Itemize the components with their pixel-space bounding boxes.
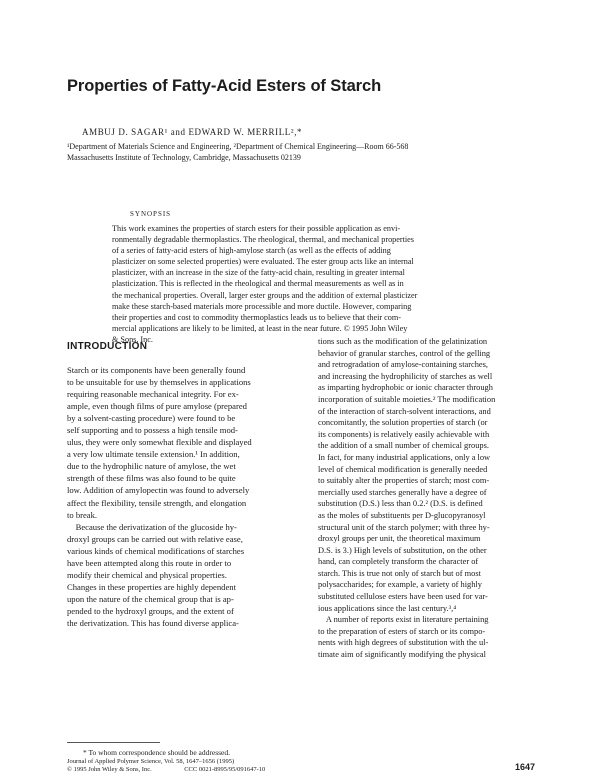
body-line: by a solvent-casting procedure) were found to be	[67, 413, 236, 424]
body-line: mercially used starches generally have a degree of	[318, 487, 487, 497]
body-line: polysaccharides; for example, a variety of highly	[318, 580, 482, 590]
synopsis-line: mercial applications are likely to be limited, at least in the near future. © 1995 John Wiley	[112, 323, 408, 333]
body-line: modify their chemical and physical properties.	[67, 569, 227, 580]
footnote	[67, 749, 317, 775]
synopsis-line: ronmentally degradable thermoplastics. The rheological, thermal, and mechanical properties	[112, 235, 414, 245]
body-line: to suitably alter the properties of starch; most com-	[318, 476, 490, 486]
body-line: as imparting hydrophobic or ionic character through	[318, 383, 493, 393]
author-list: AMBUJ D. SAGAR¹ and EDWARD W. MERRILL²,*	[82, 127, 303, 137]
synopsis-line: of a series of fatty-acid esters of high-amylose starch (as well as the effects of adding	[112, 246, 391, 256]
synopsis-line: plasticizer on some selected properties) were evaluated. The ester group acts like an internal	[112, 257, 414, 267]
body-line: hand, can completely transform the character of	[318, 557, 479, 567]
body-line: ample, even though films of pure amylose (prepared	[67, 401, 247, 412]
body-line: In fact, for many industrial applications, only a low	[318, 452, 491, 462]
body-line: requiring reasonable mechanical integrity. For ex-	[67, 389, 239, 400]
left-column	[67, 336, 307, 629]
body-line: droxyl groups per unit, the theoretical maximum	[318, 534, 481, 544]
body-line: and retrogradation of amylose-containing starches,	[318, 360, 488, 370]
body-line: pended to the hydroxyl groups, and the extent of	[67, 605, 234, 616]
body-line: Changes in these properties are highly dependent	[67, 581, 236, 592]
affiliations	[67, 141, 542, 163]
synopsis-line: the mechanical properties. Overall, larger ester groups and the addition of external plasticizer	[112, 290, 418, 300]
body-line: timate aim of significantly modifying the physical	[318, 650, 486, 660]
right-column	[318, 336, 548, 661]
synopsis-line: & Sons, Inc.	[112, 334, 153, 344]
page-number: 1647	[515, 762, 536, 772]
body-line: D.S. is 3.) High levels of substitution, on the other	[318, 545, 487, 555]
body-line: concomitantly, the solution properties of starch (or	[318, 418, 488, 428]
journal-citation: Journal of Applied Polymer Science, Vol. 58, 1647–1656 (1995)	[67, 757, 235, 765]
body-line: Starch or its components have been generally found	[67, 365, 246, 375]
body-line: droxyl groups can be carried out with relative ease,	[67, 533, 243, 544]
footnote-divider	[67, 742, 160, 743]
body-line: incorporation of suitable moieties.² The modification	[318, 394, 496, 404]
body-line: ious applications since the last century.³,⁴	[318, 603, 457, 613]
synopsis-line: their properties and cost to commodity thermoplastics leads us to believe that their com-	[112, 312, 401, 322]
body-line: substituted cellulose esters have been used for var-	[318, 592, 488, 602]
body-line: A number of reports exist in literature pertaining	[318, 615, 489, 625]
body-line: tions such as the modification of the gelatinization	[318, 337, 488, 346]
body-line: to the preparation of esters of starch or its compo-	[318, 626, 486, 636]
body-line: strength of these films was also found to be quite	[67, 473, 236, 484]
synopsis-line: This work examines the properties of starch esters for their possible application as envi-	[112, 224, 401, 233]
body-line: to break.	[67, 509, 98, 520]
body-line: structural unit of the starch polymer; with three hy-	[318, 522, 490, 532]
body-line: as the moles of substituents per D-glucopyranosyl	[318, 510, 486, 520]
body-line: the addition of a small number of chemical groups.	[318, 441, 489, 451]
body-line: various kinds of chemical modifications of starches	[67, 545, 245, 556]
body-line: self supporting and to possess a high tensile mod-	[67, 425, 238, 436]
body-line: behavior of granular starches, control of the gelling	[318, 348, 491, 358]
synopsis-line: plasticization. This is reflected in the rheological and thermal measurements as well as in	[112, 279, 404, 289]
synopsis-line: make these starch-based materials more processible and more ductile. However, comparing	[112, 301, 412, 311]
body-line: level of chemical modification is generally needed	[318, 464, 488, 474]
body-line: upon the nature of the chemical group that is ap-	[67, 593, 234, 604]
body-line: of the interaction of starch-solvent interactions, and	[318, 406, 491, 416]
body-line: affect the flexibility, tensile strength, and elongation	[67, 497, 247, 508]
paper-title: Properties of Fatty-Acid Esters of Starch	[67, 77, 382, 95]
body-line: and increasing the hydrophilicity of starches as well	[318, 371, 493, 381]
synopsis-heading: SYNOPSIS	[130, 210, 172, 218]
body-line: low. Addition of amylopectin was found to adversely	[67, 485, 250, 496]
copyright-line: © 1995 John Wiley & Sons, Inc. CCC 0021-8995/95/091647-10	[67, 766, 266, 773]
body-line: nents with high degrees of substitution with the ul-	[318, 638, 489, 648]
affiliation-line: ¹Department of Materials Science and Engineering, ²Department of Chemical Engineering—Room 66-568	[67, 142, 409, 151]
body-line: due to the hydrophilic nature of amylose, the wet	[67, 461, 236, 472]
body-line: ulus, they were only somewhat flexible and displayed	[67, 437, 252, 448]
body-line: to be unsuitable for use by themselves in applications	[67, 377, 251, 388]
introduction-heading: INTRODUCTION	[67, 341, 148, 352]
body-line: the derivatization. This has found diverse applica-	[67, 617, 239, 628]
body-line: substitution (D.S.) less than 0.2.² (D.S. is defined	[318, 499, 483, 509]
affiliation-line: Massachusetts Institute of Technology, Cambridge, Massachusetts 02139	[67, 153, 301, 162]
body-line: starch. This is true not only of starch but of most	[318, 568, 481, 578]
synopsis-line: plasticizer, with an increase in the size of the fatty-acid chain, resulting in greater internal	[112, 268, 405, 278]
body-line: a very low ultimate tensile extension.¹ In addition,	[67, 449, 240, 460]
body-line: have been attempted along this route in order to	[67, 557, 232, 568]
synopsis-abstract	[112, 223, 546, 345]
body-line: its components) is relatively easily achievable with	[318, 429, 490, 439]
body-line: Because the derivatization of the glucoside hy-	[67, 521, 237, 532]
correspondence-note: * To whom correspondence should be addressed.	[83, 748, 231, 757]
